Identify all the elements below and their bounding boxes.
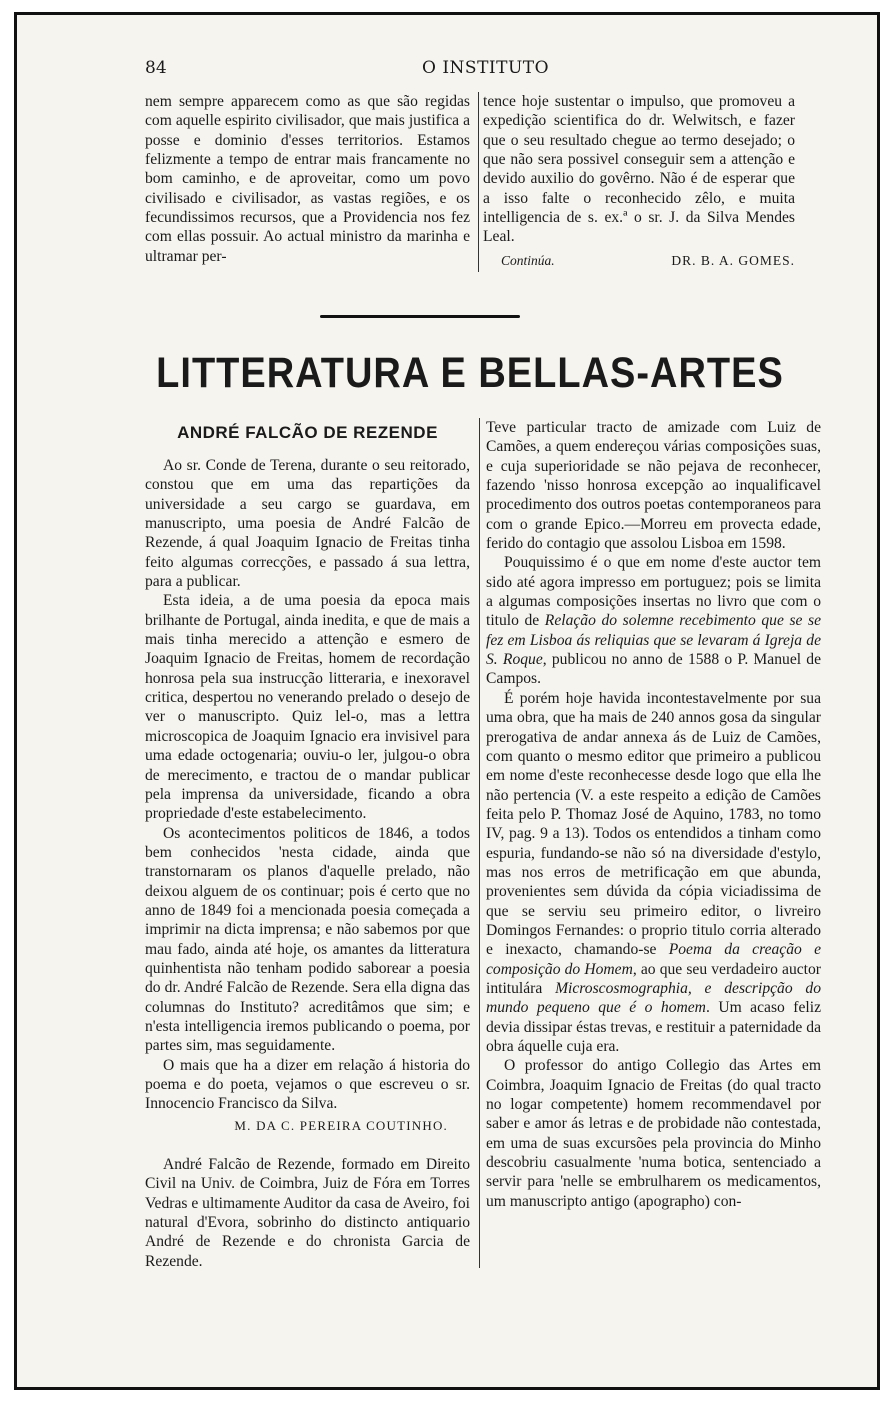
top-right-text: tence hoje sustentar o impulso, que promoveu a expedição scientifica do dr. Welwitsch, e fazer que o seu resultado chegue ao termo desejado; o que não sera possivel conseguir sem a attenção e devido auxilio do govêrno. Não é de esperar que a isso falte o reconhecido zêlo, e muita intelligencia de s. ex.ª o sr. J. da Silva Mendes Leal. (483, 93, 795, 246)
poem-title: Poema da creação e composição do Homem (486, 941, 821, 978)
spacer (145, 1135, 470, 1155)
text-run: É porém hoje havida incontestavelmente por sua uma obra, que ha mais de 240 annos gosa da singular prerogativa de andar annexa ás de Luiz de Camões, com quanto o mesmo editor que primeiro a publicou em nome d'este reconhecesse desde logo que ella lhe não pertencia (V. a este respeito a edição de Camões feita pelo P. Thomaz José de Aquino, 1783, no tomo IV, pag. 9 a 13). Todos os entendidos a tinham como espuria, fundando-se não só na diversidade d'estylo, mas nos erros de metrificação em que abunda, provenientes sem dúvida da cópia viciadissima de que se serviu seu primeiro editor, o livreiro Domingos Fernandes: o proprio titulo corria alterado e inexacto, chamando-se (486, 689, 821, 959)
column-divider-top (478, 92, 479, 272)
paragraph: Ao sr. Conde de Terena, durante o seu reitorado, constou que em uma das repartições da universidade a seu cargo se guardava, em manuscripto, uma poesia de André Falcão de Rezende, á qual Joaquim Ignacio de Freitas tinha feito algumas correcções, e passado á sua lettra, para a publicar. (145, 457, 470, 591)
running-header: O INSTITUTO (422, 58, 550, 78)
preface-signature: M. DA C. PEREIRA COUTINHO. (234, 1117, 448, 1133)
paragraph: Os acontecimentos politicos de 1846, a todos bem conhecidos 'nesta cidade, ainda que transtornaram os planos d'aquelle prelado, não deixou alguem de os continuar; pois é certo que no anno de 1849 foi a mencionada poesia começada a imprimir na dicta imprensa; e não sabemos por que mau fado, ainda até hoje, os amantes da litteratura quinhentista não tenham podido saborear a poesia do dr. André Falcão de Rezende. Sera ella digna das columnas do Instituto? acreditâmos que sim; e n'esta intelligencia iremos publicando o poema, por partes sim, mas seguidamente. (145, 824, 470, 1055)
article-title: ANDRÉ FALCÃO DE REZENDE (177, 423, 438, 442)
book-title: Relação do solemne recebimento que se se fez em Lisboa ás reliquias que se levaram á Igreja de S. Roque (486, 612, 821, 669)
article-right-column (486, 418, 821, 1211)
paragraph (486, 689, 821, 1057)
poem-title: Microscosmographia, e descripção do mundo pequeno que é o homem (486, 979, 821, 1017)
section-title: LITTERATURA E BELLAS-ARTES (156, 350, 784, 398)
text-run: , publicou no anno de 1588 o P. Manuel de Campos. (486, 651, 822, 688)
text-run: . Um acaso feliz devia dissipar éstas trevas, e restituir a paternidade da obra áquelle cuja era. (486, 999, 821, 1055)
paragraph: Teve particular tracto de amizade com Luiz de Camões, a quem endereçou várias composições suas, e cuja superioridade se não pejava de reconhecer, fazendo 'nisso honrosa excepção ao inqualificavel procedimento dos outros poetas contemporaneos para com o grande Epico.—Morreu em provecta edade, ferido do contagio que assolou Lisboa em 1598. (486, 419, 821, 553)
article-left-column (145, 456, 470, 1271)
text-run: , ao que seu verdadeiro auctor intitulára (486, 960, 822, 997)
column-divider-main (479, 418, 480, 1268)
text-run: Pouquissimo é o que em nome d'este auctor tem sido até agora impresso em portuguez; pois se limita a algumas composições insertas no livro que com o titulo de (486, 554, 821, 630)
top-left-column (145, 92, 470, 266)
article-author: DR. B. A. GOMES. (671, 252, 795, 268)
paragraph: O professor do antigo Collegio das Artes em Coimbra, Joaquim Ignacio de Freitas (do qual tracto no logar competente) homem recommendavel por saber e amor ás letras e de probidade não contestada, em uma de suas excursões pela provincia do Minho descobriu casualmente 'numa botica, sentenciado a servir para 'nelle se embrulharem os medicamentos, um manuscripto antigo (apographo) con- (486, 1057, 821, 1210)
paragraph: O mais que ha a dizer em relação á historia do poema e do poeta, vejamos o que escreveu o sr. Innocencio Francisco da Silva. (145, 1056, 470, 1113)
article-signoff (483, 251, 795, 270)
section-divider-rule (320, 315, 520, 318)
top-left-text: nem sempre apparecem como as que são regidas com aquelle espirito civilisador, que mais justifica a posse e dominio d'esses territorios. Estamos felizmente a tempo de entrar mais francamente no bom caminho, e de aproveitar, como um povo civilisado e civilisador, as vastas regiões, e os fecundissimos recursos, que a Providencia nos fez com ellas possuir. Ao actual ministro da marinha e ultramar per- (145, 93, 470, 265)
paragraph: Esta ideia, a de uma poesia da epoca mais brilhante de Portugal, ainda inedita, e que de mais a mais tinha merecido a attenção e esmero de Joaquim Ignacio de Freitas, homem de recordação honrosa pela sua instrucção litteraria, e inexoravel critica, despertou no venerando prelado o desejo de ver o manuscripto. Quiz lel-o, mas a lettra microscopica de Joaquim Ignacio era invisivel para uma edade octogenaria; ouviu-o ler, julgou-o obra de merecimento, e tractou de o mandar publicar pela imprensa da universidade, ficando a obra propriedade d'este estabelecimento. (145, 592, 470, 823)
page-number: 84 (145, 58, 167, 78)
continua-note: Continúa. (501, 252, 555, 268)
paragraph: André Falcão de Rezende, formado em Direito Civil na Univ. de Coimbra, Juiz de Fóra em Torres Vedras e ultimamente Auditor da casa de Aveiro, foi natural d'Evora, sobrinho do distincto antiquario André de Rezende e do chronista Garcia de Rezende. (145, 1156, 470, 1270)
paragraph (486, 553, 821, 688)
top-right-column (483, 92, 795, 270)
